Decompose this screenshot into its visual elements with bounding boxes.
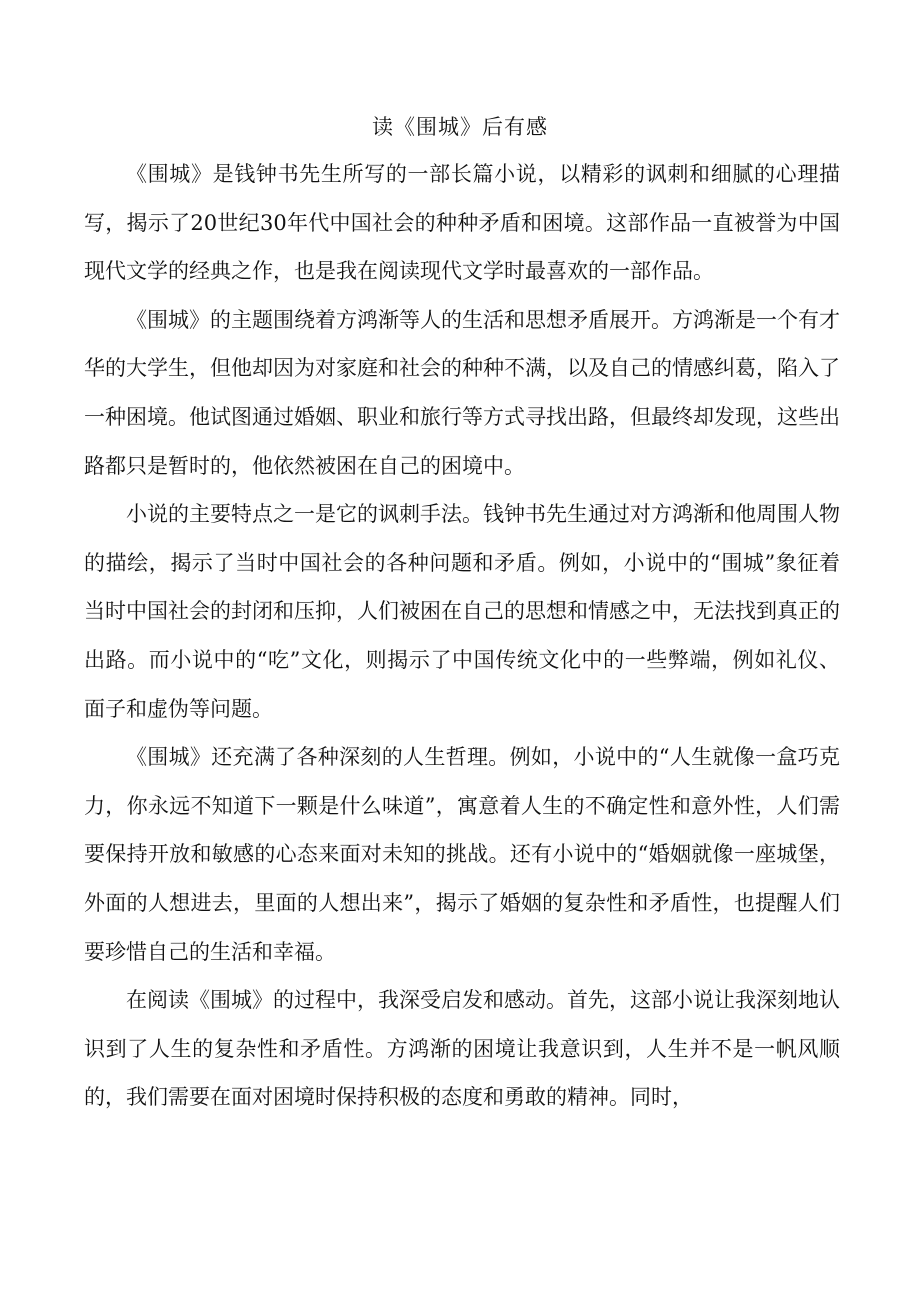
paragraph-4: 《围城》还充满了各种深刻的人生哲理。例如，小说中的“人生就像一盒巧克力，你永远不知道下一颗是什么味道”，寓意着人生的不确定性和意外性，人们需要保持开放和敏感的心态来面对未知的挑战。还有小说中的“婚姻就像一座城堡，外面的人想进去，里面的人想出来”，揭示了婚姻的复杂性和矛盾性，也提醒人们要珍惜自己的生活和幸福。 [84,745,840,964]
paragraph-5: 在阅读《围城》的过程中，我深受启发和感动。首先，这部小说让我深刻地认识到了人生的复杂性和矛盾性。方鸿渐的困境让我意识到，人生并不是一帆风顺的，我们需要在面对困境时保持积极的态度和勇敢的精神。同时， [84,988,840,1110]
paragraph-2: 《围城》的主题围绕着方鸿渐等人的生活和思想矛盾展开。方鸿渐是一个有才华的大学生，但他却因为对家庭和社会的种种不满，以及自己的情感纠葛，陷入了一种困境。他试图通过婚姻、职业和旅行等方式寻找出路，但最终却发现，这些出路都只是暂时的，他依然被困在自己的困境中。 [84,307,840,478]
paragraph-3: 小说的主要特点之一是它的讽刺手法。钱钟书先生通过对方鸿渐和他周围人物的描绘，揭示了当时中国社会的各种问题和矛盾。例如，小说中的“围城”象征着当时中国社会的封闭和压抑，人们被困在自己的思想和情感之中，无法找到真正的出路。而小说中的“吃”文化，则揭示了中国传统文化中的一些弊端，例如礼仪、面子和虚伪等问题。 [84,502,840,721]
paragraph-1: 《围城》是钱钟书先生所写的一部长篇小说，以精彩的讽刺和细腻的心理描写，揭示了20世纪30年代中国社会的种种矛盾和困境。这部作品一直被誉为中国现代文学的经典之作，也是我在阅读现代文学时最喜欢的一部作品。 [84,162,840,284]
document-body [84,150,840,1122]
document-title: 读《围城》后有感 [372,115,548,139]
